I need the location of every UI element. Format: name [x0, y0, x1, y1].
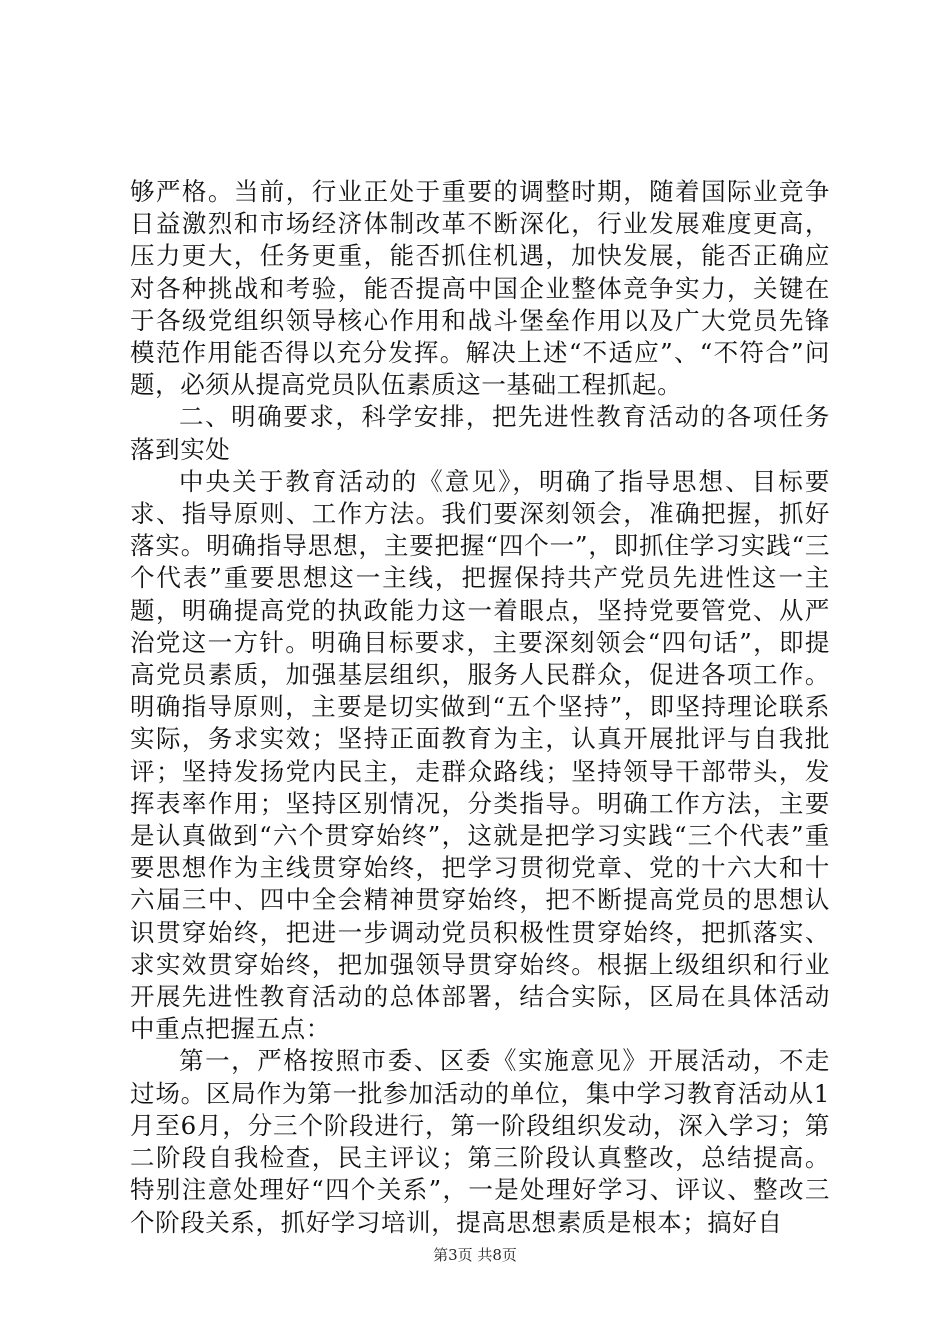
- page-number-footer: 第3页 共8页: [433, 1246, 517, 1264]
- paragraph-3: 中央关于教育活动的《意见》，明确了指导思想、目标要求、指导原则、工作方法。我们要深刻领会，准确把握，抓好落实。明确指导思想，主要把握“四个一”，即抓住学习实践“三个代表”重要思想这一主线，把握保持共产党员先进性这一主题，明确提高党的执政能力这一着眼点，坚持党要管党、从严治党这一方针。明确目标要求，主要深刻领会“四句话”，即提高党员素质，加强基层组织，服务人民群众，促进各项工作。明确指导原则，主要是切实做到“五个坚持”，即坚持理论联系实际，务求实效；坚持正面教育为主，认真开展批评与自我批评；坚持发扬党内民主，走群众路线；坚持领导干部带头，发挥表率作用；坚持区别情况，分类指导。明确工作方法，主要是认真做到“六个贯穿始终”，这就是把学习实践“三个代表”重要思想作为主线贯穿始终，把学习贯彻党章、党的十六大和十六届三中、四中全会精神贯穿始终，把不断提高党员的思想认识贯穿始终，把进一步调动党员积极性贯穿始终，把抓落实、求实效贯穿始终，把加强领导贯穿始终。根据上级组织和行业开展先进性教育活动的总体部署，结合实际，区局在具体活动中重点把握五点：: [130, 466, 830, 1044]
- section-heading-2: 二、明确要求，科学安排，把先进性教育活动的各项任务落到实处: [130, 402, 830, 464]
- paragraph-4: 第一，严格按照市委、区委《实施意见》开展活动，不走过场。区局作为第一批参加活动的单位，集中学习教育活动从1月至6月，分三个阶段进行，第一阶段组织发动，深入学习；第二阶段自我检查，民主评议；第三阶段认真整改，总结提高。特别注意处理好“四个关系”，一是处理好学习、评议、整改三个阶段关系，抓好学习培训，提高思想素质是根本；搞好自: [130, 1046, 830, 1237]
- paragraph-1: 够严格。当前，行业正处于重要的调整时期，随着国际业竞争日益激烈和市场经济体制改革不断深化，行业发展难度更高，压力更大，任务更重，能否抓住机遇，加快发展，能否正确应对各种挑战和考验，能否提高中国企业整体竞争实力，关键在于各级党组织领导核心作用和战斗堡垒作用以及广大党员先锋模范作用能否得以充分发挥。解决上述“不适应”、“不符合”问题，必须从提高党员队伍素质这一基础工程抓起。: [130, 177, 830, 400]
- document-body: [130, 176, 830, 1239]
